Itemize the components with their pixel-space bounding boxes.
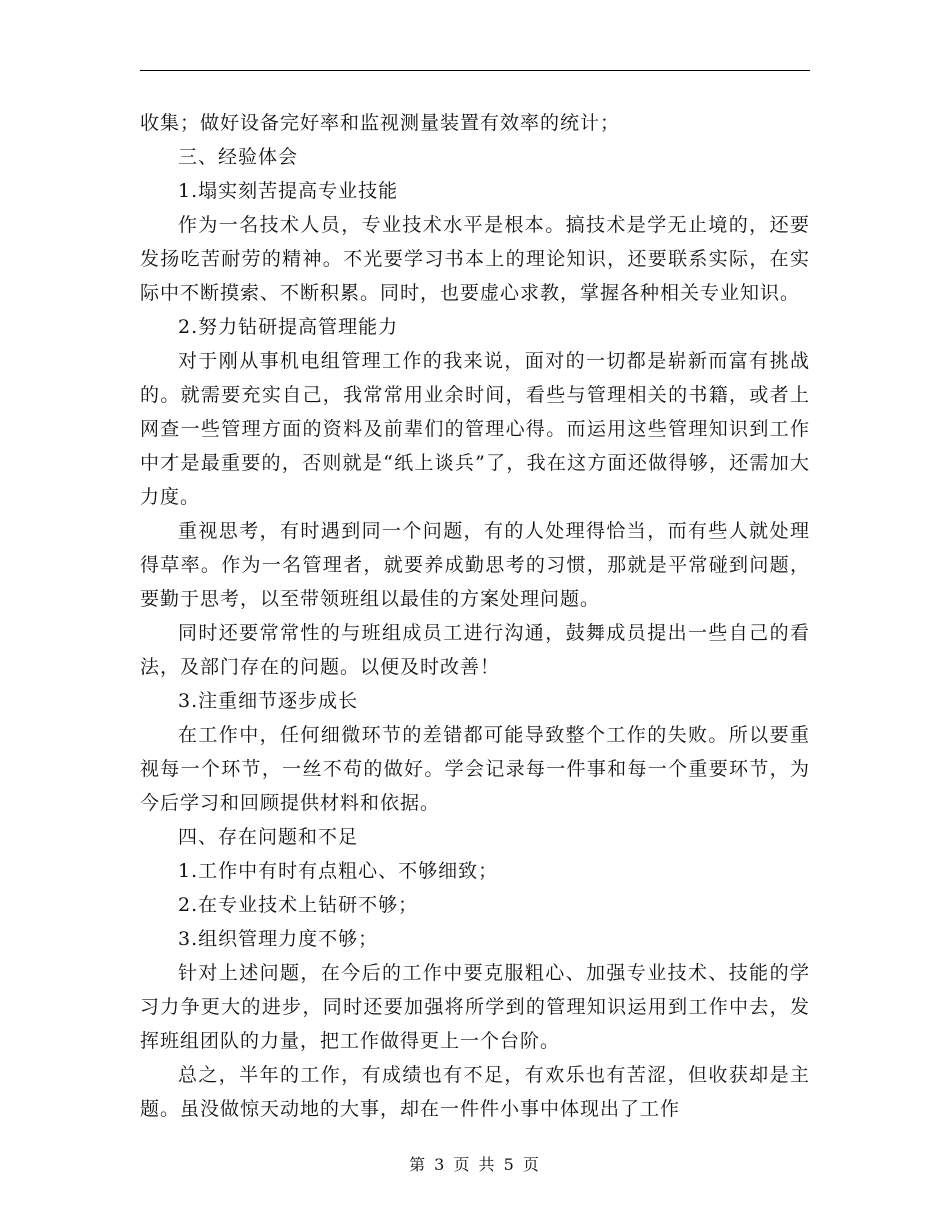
paragraph: 1.工作中有时有点粗心、不够细致；	[178, 860, 499, 882]
paragraph: 三、经验体会	[178, 146, 299, 168]
paragraph: 3.组织管理力度不够；	[178, 928, 379, 950]
paragraph: 2.努力钻研提高管理能力	[178, 316, 399, 338]
paragraph: 收集；做好设备完好率和监视测量装置有效率的统计；	[140, 112, 621, 134]
document-body	[140, 106, 810, 1126]
paragraph: 作为一名技术人员，专业技术水平是根本。搞技术是学无止境的，还要发扬吃苦耐劳的精神。不光要学习书本上的理论知识，还要联系实际，在实际中不断摸索、不断积累。同时，也要虚心求教，掌握各种相关专业知识。	[140, 214, 810, 304]
paragraph: 重视思考，有时遇到同一个问题，有的人处理得恰当，而有些人就处理得草率。作为一名管理者，就要养成勤思考的习惯，那就是平常碰到问题，要勤于思考，以至带领班组以最佳的方案处理问题。	[140, 520, 810, 610]
paragraph: 在工作中，任何细微环节的差错都可能导致整个工作的失败。所以要重视每一个环节，一丝不苟的做好。学会记录每一件事和每一个重要环节，为今后学习和回顾提供材料和依据。	[140, 724, 810, 814]
paragraph: 2.在专业技术上钻研不够；	[178, 894, 419, 916]
page-footer: 第 3 页 共 5 页	[409, 1155, 541, 1174]
paragraph: 总之，半年的工作，有成绩也有不足，有欢乐也有苦涩，但收获却是主题。虽没做惊天动地的大事，却在一件件小事中体现出了工作	[140, 1064, 810, 1120]
paragraph: 1.塌实刻苦提高专业技能	[178, 180, 399, 202]
paragraph: 3.注重细节逐步成长	[178, 690, 359, 712]
paragraph: 针对上述问题，在今后的工作中要克服粗心、加强专业技术、技能的学习力争更大的进步，同时还要加强将所学到的管理知识运用到工作中去，发挥班组团队的力量，把工作做得更上一个台阶。	[140, 962, 810, 1052]
header-rule	[140, 70, 810, 71]
paragraph: 对于刚从事机电组管理工作的我来说，面对的一切都是崭新而富有挑战的。就需要充实自己，我常常用业余时间，看些与管理相关的书籍，或者上网查一些管理方面的资料及前辈们的管理心得。而运用这些管理知识到工作中才是最重要的，否则就是“纸上谈兵”了，我在这方面还做得够，还需加大力度。	[140, 350, 810, 508]
paragraph: 四、存在问题和不足	[178, 826, 359, 848]
paragraph: 同时还要常常性的与班组成员工进行沟通，鼓舞成员提出一些自己的看法，及部门存在的问题。以便及时改善！	[140, 622, 810, 678]
